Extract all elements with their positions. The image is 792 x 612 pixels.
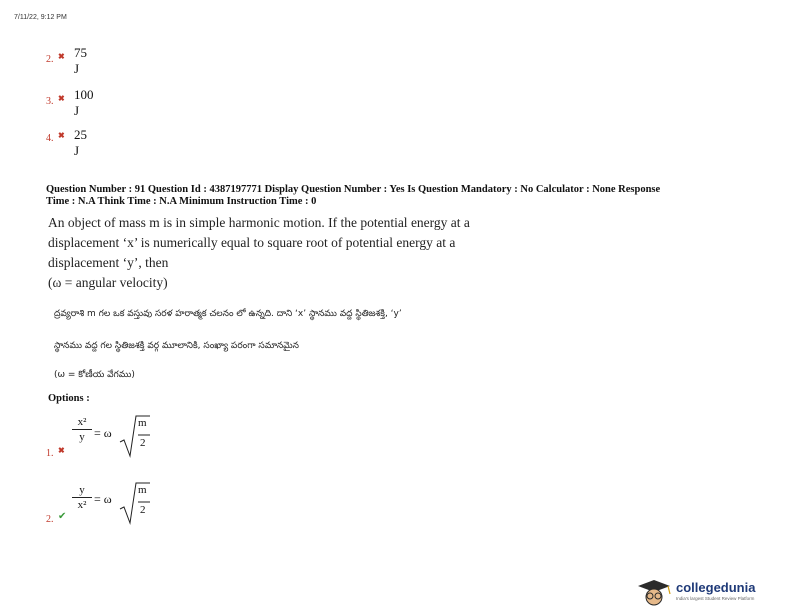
question-meta-line1: Question Number : 91 Question Id : 4387197771 Display Question Number : Yes Is Question Mandatory : No Calculator : None Response [46,184,661,195]
option-value: 25 J [74,127,87,158]
option-value: 100 J [74,87,94,118]
root-numerator: m [138,417,147,429]
question-line-3: displacement ‘y’, then [48,255,169,270]
question-line-4: (ω = angular velocity) [48,275,168,290]
option-number: 4. [46,133,54,144]
cross-icon: ✖ [58,52,65,61]
option-2 [46,480,186,536]
option-number: 3. [46,96,54,107]
option-number: 1. [46,448,54,459]
fraction [72,484,92,511]
fraction [72,416,92,443]
question-telugu-line-3: (ω = కోణీయ వేగము) [54,370,135,380]
cross-icon: ✖ [58,131,65,140]
cross-icon: ✖ [58,94,65,103]
fraction-denominator: y [79,431,85,443]
fraction-numerator: x² [77,416,87,428]
root-numerator: m [138,484,147,496]
option-number: 2. [46,54,54,65]
option-1 [46,412,186,468]
print-timestamp: 7/11/22, 9:12 PM [14,14,67,21]
check-icon: ✔ [58,511,67,522]
equals-omega: = ω [94,492,112,506]
question-telugu-line-1: ద్రవ్యరాశి m గల ఒక వస్తువు సరళ హరాత్మక చలనం లో ఉన్నది. దాని ‘x’ స్థానము వద్ద స్థితిజశక్తి, ‘y’ [54,309,402,319]
question-meta-line2: Time : N.A Think Time : N.A Minimum Instruction Time : 0 [46,196,317,207]
fraction-denominator: x² [77,499,87,511]
equals-omega: = ω [94,426,112,440]
cross-icon: ✖ [58,446,65,455]
fraction-numerator: y [79,484,85,496]
brand-tagline: India's largest Student Review Platform [676,596,755,601]
question-telugu-line-2: స్థానము వద్ద గల స్థితిజశక్తి వర్గ మూలానికి, సంఖ్యా పరంగా సమానమైన [54,341,299,351]
graduate-mascot-icon [634,578,674,606]
question-line-1: An object of mass m is in simple harmonic motion. If the potential energy at a [48,215,470,230]
collegedunia-logo [634,578,784,606]
root-denominator: 2 [140,504,146,516]
question-line-2: displacement ‘x’ is numerically equal to square root of potential energy at a [48,235,456,250]
question-meta [46,184,766,208]
options-label: Options : [48,393,90,404]
root-denominator: 2 [140,437,146,449]
option-value: 75 J [74,45,87,76]
brand-name: collegedunia [676,580,756,595]
option-number: 2. [46,514,54,525]
